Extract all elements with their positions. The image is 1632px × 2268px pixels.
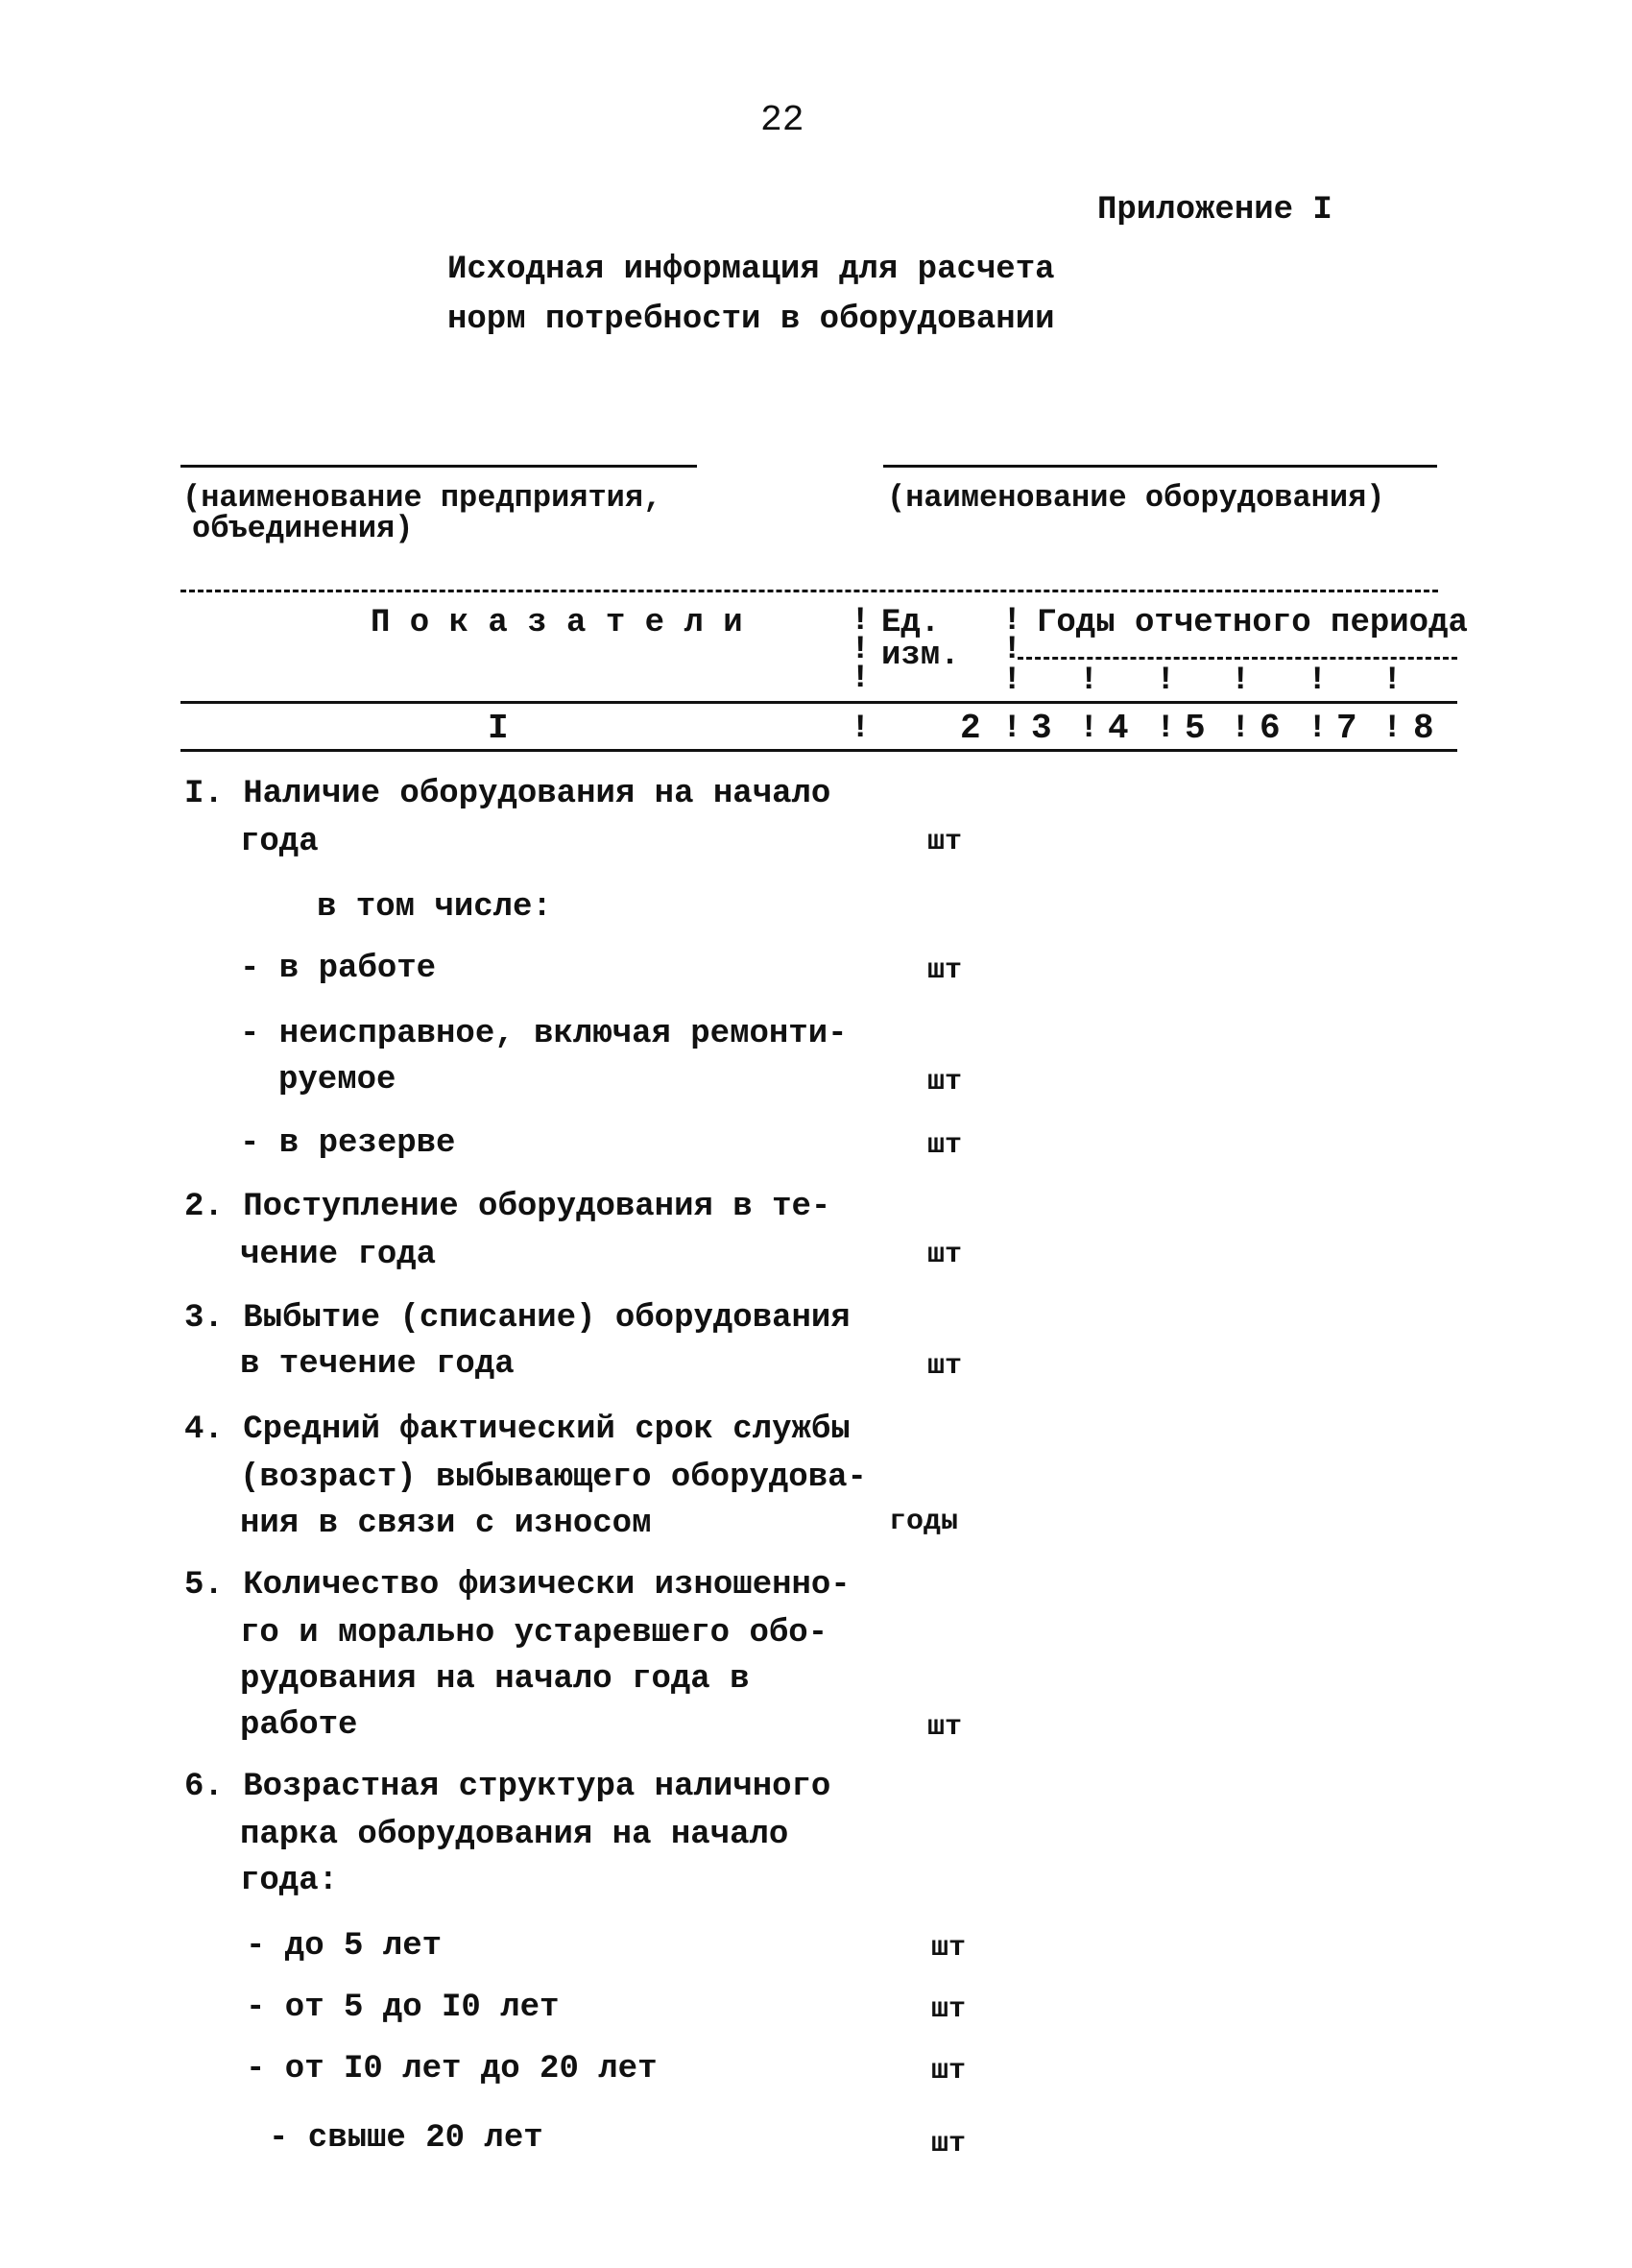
col-number-7: 7 [1336, 709, 1357, 748]
col-number-6: 6 [1260, 709, 1281, 748]
row-7-unit: шт [927, 1350, 963, 1383]
col-separator: ! [851, 632, 871, 668]
col-number-3: 3 [1031, 709, 1052, 748]
row-6-line1: 2. Поступление оборудования в те- [184, 1189, 831, 1225]
row-12-unit: шт [931, 1993, 967, 2026]
header-indicators: П о к а з а т е л и [371, 605, 743, 641]
page-number: 22 [760, 100, 804, 141]
col-number-5: 5 [1185, 709, 1206, 748]
table-top-rule [180, 590, 1438, 592]
header-unit-line1: Ед. [881, 605, 941, 641]
col-separator: ! [1308, 663, 1328, 699]
col-number-8: 8 [1413, 709, 1434, 748]
row-3-line1: - в работе [240, 951, 437, 987]
col-numbers-bottom-rule [180, 749, 1457, 752]
col-separator: ! [1002, 632, 1022, 668]
row-7-line2: в течение года [240, 1346, 515, 1383]
appendix-label: Приложение I [1097, 192, 1332, 229]
row-6-unit: шт [927, 1239, 963, 1271]
equipment-label: (наименование оборудования) [887, 480, 1385, 516]
row-7-line1: 3. Выбытие (списание) оборудования [184, 1300, 851, 1337]
col-number-4: 4 [1108, 709, 1129, 748]
years-subrule [1018, 657, 1457, 660]
col-separator: ! [1382, 711, 1403, 747]
row-8-line2: (возраст) выбывающего оборудова- [240, 1460, 867, 1496]
row-1-line1: I. Наличие оборудования на начало [184, 776, 831, 812]
col-separator: ! [1156, 711, 1176, 747]
row-13-unit: шт [931, 2055, 967, 2087]
col-separator: ! [851, 711, 871, 747]
row-4-line2: руемое [278, 1062, 396, 1098]
document-title-line2: норм потребности в оборудовании [447, 302, 1055, 338]
row-8-line1: 4. Средний фактический срок службы [184, 1411, 851, 1448]
row-9-line1: 5. Количество физически изношенно- [184, 1567, 851, 1604]
row-4-line1: - неисправное, включая ремонти- [240, 1016, 848, 1052]
col-separator: ! [1308, 711, 1328, 747]
col-separator: ! [1156, 663, 1176, 699]
col-number-1: I [488, 709, 509, 748]
row-12-line1: - от 5 до I0 лет [246, 1990, 560, 2026]
row-8-line3: ния в связи с износом [240, 1506, 652, 1542]
col-separator: ! [1002, 603, 1022, 639]
col-separator: ! [851, 603, 871, 639]
col-separator: ! [1002, 663, 1022, 699]
row-9-line4: работе [240, 1707, 358, 1744]
row-5-line1: - в резерве [240, 1125, 456, 1162]
enterprise-fill-line [180, 465, 697, 468]
row-14-unit: шт [931, 2128, 967, 2160]
equipment-fill-line [883, 465, 1437, 468]
header-unit-line2: изм. [881, 638, 960, 674]
col-separator: ! [1382, 663, 1403, 699]
col-separator: ! [1231, 663, 1251, 699]
row-10-line2: парка оборудования на начало [240, 1817, 789, 1853]
row-1-line2: года [240, 824, 319, 860]
header-years: Годы отчетного периода [1037, 605, 1468, 641]
header-bottom-rule [180, 701, 1457, 704]
row-9-unit: шт [927, 1711, 963, 1744]
enterprise-label-line2: объединения) [192, 511, 414, 546]
col-separator: ! [1231, 711, 1251, 747]
row-10-line1: 6. Возрастная структура наличного [184, 1769, 831, 1805]
row-11-line1: - до 5 лет [246, 1928, 443, 1965]
row-11-unit: шт [931, 1932, 967, 1965]
document-title-line1: Исходная информация для расчета [447, 252, 1055, 288]
col-separator: ! [1002, 711, 1022, 747]
row-6-line2: чение года [240, 1237, 437, 1273]
row-3-unit: шт [927, 954, 963, 987]
row-4-unit: шт [927, 1066, 963, 1098]
row-5-unit: шт [927, 1129, 963, 1162]
row-14-line1: - свыше 20 лет [269, 2120, 543, 2157]
row-2-line1: в том числе: [317, 889, 552, 926]
row-13-line1: - от I0 лет до 20 лет [246, 2051, 658, 2087]
col-number-2: 2 [960, 709, 981, 748]
enterprise-label-line1: (наименование предприятия, [182, 480, 662, 516]
row-9-line3: рудования на начало года в [240, 1661, 750, 1698]
col-separator: ! [1079, 711, 1099, 747]
row-1-unit: шт [927, 826, 963, 858]
col-separator: ! [851, 661, 871, 697]
row-8-unit: годы [889, 1506, 959, 1538]
col-separator: ! [1079, 663, 1099, 699]
row-10-line3: года: [240, 1863, 339, 1899]
row-9-line2: го и морально устаревшего обо- [240, 1615, 828, 1652]
